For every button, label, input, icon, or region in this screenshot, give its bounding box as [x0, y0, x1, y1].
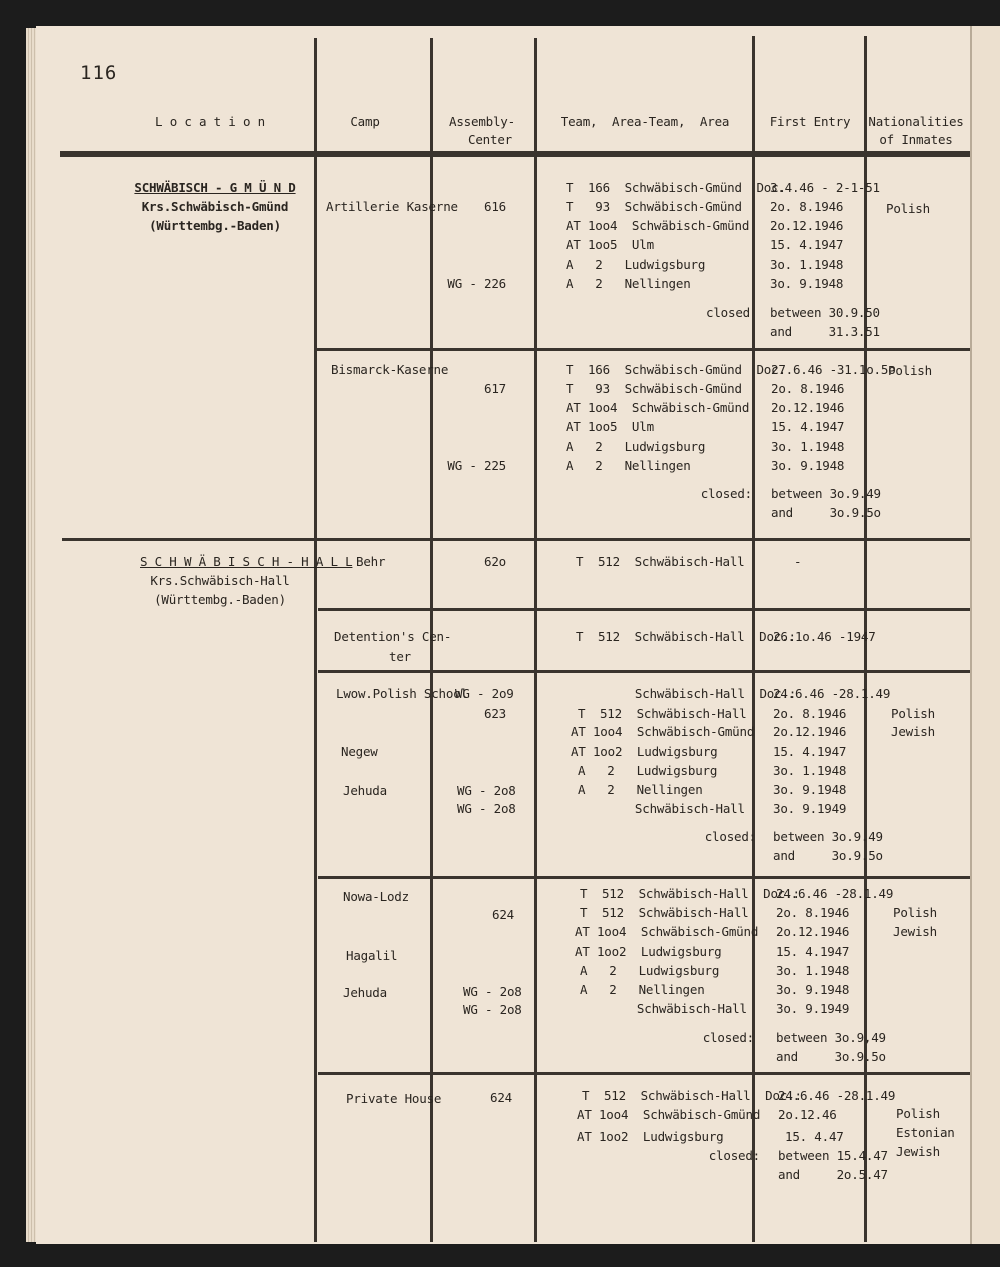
team-line: T 512 Schwäbisch-Hall: [576, 554, 745, 569]
header-location: L o c a t i o n: [155, 114, 265, 129]
header-team: Team, Area-Team, Area: [560, 114, 730, 129]
entry-line: 2o.12.1946: [771, 400, 845, 415]
entry-line: and 3o.9.5o: [773, 848, 883, 863]
team-line: A 2 Nellingen: [566, 458, 691, 473]
entry-line: 3o. 9.1949: [776, 1001, 850, 1016]
team-line: T 93 Schwäbisch-Gmünd: [566, 199, 742, 214]
camp-behr: Behr: [356, 554, 386, 569]
entry-line: 2o. 8.1946: [773, 706, 847, 721]
entry-line: 3o. 1.1948: [770, 257, 844, 272]
camp-nowa-lodz: Nowa-Lodz: [343, 889, 409, 904]
location-gmund-kreis: Krs.Schwäbisch-Gmünd: [141, 199, 289, 214]
assembly-cell: 617: [484, 381, 506, 396]
team-line: A 2 Ludwigsburg: [578, 763, 718, 778]
team-line: T 93 Schwäbisch-Gmünd: [566, 381, 742, 396]
assembly-cell: WG - 2o9: [455, 686, 514, 701]
team-line: Schwäbisch-Hall Doc.:: [569, 686, 797, 701]
header-camp: Camp: [350, 114, 380, 129]
closed-label: closed:: [700, 486, 752, 501]
entry-line: 3o. 9.1948: [773, 782, 847, 797]
team-line: AT 1oo5 Ulm: [566, 237, 654, 252]
assembly-cell: WG - 2o8: [457, 783, 516, 798]
entry-line: 2o. 8.1946: [771, 381, 845, 396]
entry-line: 26.1o.46 -1947: [773, 629, 876, 644]
assembly-cell: 624: [490, 1090, 512, 1105]
page-number: 116: [80, 62, 118, 84]
assembly-cell: 624: [492, 907, 514, 922]
assembly-cell: WG - 225: [447, 458, 506, 473]
team-line: AT 1oo4 Schwäbisch-Gmünd: [577, 1107, 761, 1122]
team-line: AT 1oo4 Schwäbisch-Gmünd: [571, 724, 755, 739]
camp-detention-2: ter: [389, 649, 411, 664]
entry-line: 3o. 1.1948: [776, 963, 850, 978]
camp-hagalil: Hagalil: [346, 948, 398, 963]
row-rule-nowa: [318, 1072, 970, 1075]
entry-line: between 3o.9,49: [776, 1030, 886, 1045]
row-rule-artillerie: [316, 348, 970, 351]
nationality-cell: Estonian: [896, 1125, 955, 1140]
team-line: T 166 Schwäbisch-Gmünd Doc.: [566, 180, 786, 195]
entry-line: 3o. 9.1948: [776, 982, 850, 997]
team-line: A 2 Nellingen: [578, 782, 703, 797]
nationality-cell: Jewish: [893, 924, 937, 939]
assembly-cell: 623: [484, 706, 506, 721]
assembly-cell: WG - 2o8: [463, 984, 522, 999]
entry-line: 27.6.46 -31.1o.5o: [771, 362, 896, 377]
entry-line: 15. 4.1947: [773, 744, 847, 759]
entry-line: 2o.12.1946: [770, 218, 844, 233]
entry-line: 2o.12.46: [778, 1107, 837, 1122]
entry-line: and 3o.9.5o: [771, 505, 881, 520]
entry-line: 15. 4.1947: [770, 237, 844, 252]
nationality-cell: Jewish: [896, 1144, 940, 1159]
location-hall-land: (Württembg.-Baden): [154, 592, 286, 607]
location-hall-kreis: Krs.Schwäbisch-Hall: [150, 573, 290, 588]
assembly-cell: WG - 2o8: [457, 801, 516, 816]
nationality-cell: Jewish: [891, 724, 935, 739]
team-line: T 512 Schwäbisch-Hall Doc.:: [580, 886, 800, 901]
nationality-cell: Polish: [888, 363, 932, 378]
entry-line: between 30.9.50: [770, 305, 880, 320]
column-rule-location: [314, 38, 317, 1242]
entry-line: and 31.3.51: [770, 324, 880, 339]
entry-line: between 15.4.47: [778, 1148, 888, 1163]
entry-line: 3o. 9.1948: [771, 458, 845, 473]
entry-line: 24.6.46 -28.1.49: [776, 886, 894, 901]
assembly-cell: 616: [484, 199, 506, 214]
camp-lwow: Lwow.Polish School: [336, 686, 468, 701]
location-hall-name: S C H W Ä B I S C H - H A L L: [140, 554, 353, 569]
entry-line: 3o. 1.1948: [773, 763, 847, 778]
entry-line: between 3o.9.49: [773, 829, 883, 844]
team-line: A 2 Ludwigsburg: [566, 257, 706, 272]
team-line: AT 1oo2 Ludwigsburg: [575, 944, 722, 959]
location-gmund-name: SCHWÄBISCH - G M Ü N D: [134, 180, 296, 195]
team-line: T 166 Schwäbisch-Gmünd Doc.: [566, 362, 786, 377]
entry-line: and 2o.5.47: [778, 1167, 888, 1182]
closed-label: closed:: [704, 829, 756, 844]
team-line: T 512 Schwäbisch-Hall: [578, 706, 747, 721]
header-rule: [60, 151, 970, 157]
entry-line: between 3o.9.49: [771, 486, 881, 501]
nationality-cell: Polish: [893, 905, 937, 920]
entry-line: 2o.12.1946: [773, 724, 847, 739]
entry-line: and 3o.9.5o: [776, 1049, 886, 1064]
header-first-entry: First Entry: [769, 114, 851, 129]
team-line: A 2 Nellingen: [566, 276, 691, 291]
header-nationalities-2: of Inmates: [879, 132, 953, 147]
row-rule-behr: [318, 608, 970, 611]
camp-jehuda: Jehuda: [343, 985, 387, 1000]
nationality-cell: Polish: [886, 201, 930, 216]
nationality-cell: Polish: [891, 706, 935, 721]
entry-line: 2o. 8.1946: [776, 905, 850, 920]
entry-line: 24.6.46 -28.1.49: [778, 1088, 896, 1103]
team-line: AT 1oo2 Ludwigsburg: [571, 744, 718, 759]
header-assembly-2: Center: [468, 132, 512, 147]
camp-private-house: Private House: [346, 1091, 442, 1106]
row-rule-lwow: [318, 876, 970, 879]
team-line: T 512 Schwäbisch-Hall: [580, 905, 749, 920]
nationality-cell: Polish: [896, 1106, 940, 1121]
team-line: T 512 Schwäbisch-Hall Doc.:: [582, 1088, 802, 1103]
entry-line: 3o. 9.1948: [770, 276, 844, 291]
entry-line: 2o. 8.1946: [770, 199, 844, 214]
entry-line: 15. 4.1947: [776, 944, 850, 959]
team-line: AT 1oo4 Schwäbisch-Gmünd: [566, 400, 750, 415]
entry-line: 3o. 9.1949: [773, 801, 847, 816]
camp-detention: Detention's Cen-: [334, 629, 452, 644]
team-line: A 2 Ludwigsburg: [580, 963, 720, 978]
camp-jehuda: Jehuda: [343, 783, 387, 798]
team-line: AT 1oo2 Ludwigsburg: [577, 1129, 724, 1144]
location-gmund-land: (Württembg.-Baden): [149, 218, 281, 233]
team-line: Schwäbisch-Hall: [569, 801, 745, 816]
entry-line: 15. 4.1947: [771, 419, 845, 434]
team-line: AT 1oo4 Schwäbisch-Gmünd: [575, 924, 759, 939]
assembly-cell: WG - 2o8: [463, 1002, 522, 1017]
assembly-cell: 62o: [484, 554, 506, 569]
camp-bismarck: Bismarck-Kaserne: [331, 362, 449, 377]
team-line: Schwäbisch-Hall: [571, 1001, 747, 1016]
closed-label: closed:: [708, 1148, 760, 1163]
team-line: A 2 Ludwigsburg: [566, 439, 706, 454]
team-line: AT 1oo4 Schwäbisch-Gmünd: [566, 218, 750, 233]
entry-line: 2o.12.1946: [776, 924, 850, 939]
camp-artillerie: Artillerie Kaserne: [326, 199, 458, 214]
row-rule-gmund: [62, 538, 970, 541]
row-rule-detention: [318, 670, 970, 673]
camp-negew: Negew: [341, 744, 378, 759]
adjacent-page-edge: [970, 26, 1000, 1244]
column-rule-assembly: [534, 38, 537, 1242]
assembly-cell: WG - 226: [447, 276, 506, 291]
entry-line: 3.4.46 - 2-1-51: [770, 180, 880, 195]
team-line: T 512 Schwäbisch-Hall Doc.:: [576, 629, 796, 644]
team-line: A 2 Nellingen: [580, 982, 705, 997]
entry-line: 24.6.46 -28.1.49: [773, 686, 891, 701]
entry-line: 3o. 1.1948: [771, 439, 845, 454]
team-line: AT 1oo5 Ulm: [566, 419, 654, 434]
closed-label: closed:: [702, 1030, 754, 1045]
header-nationalities-1: Nationalities: [868, 114, 964, 129]
header-assembly-1: Assembly-: [449, 114, 515, 129]
closed-label: closed: [706, 305, 750, 320]
entry-line: -: [794, 554, 802, 569]
entry-line: 15. 4.47: [785, 1129, 844, 1144]
